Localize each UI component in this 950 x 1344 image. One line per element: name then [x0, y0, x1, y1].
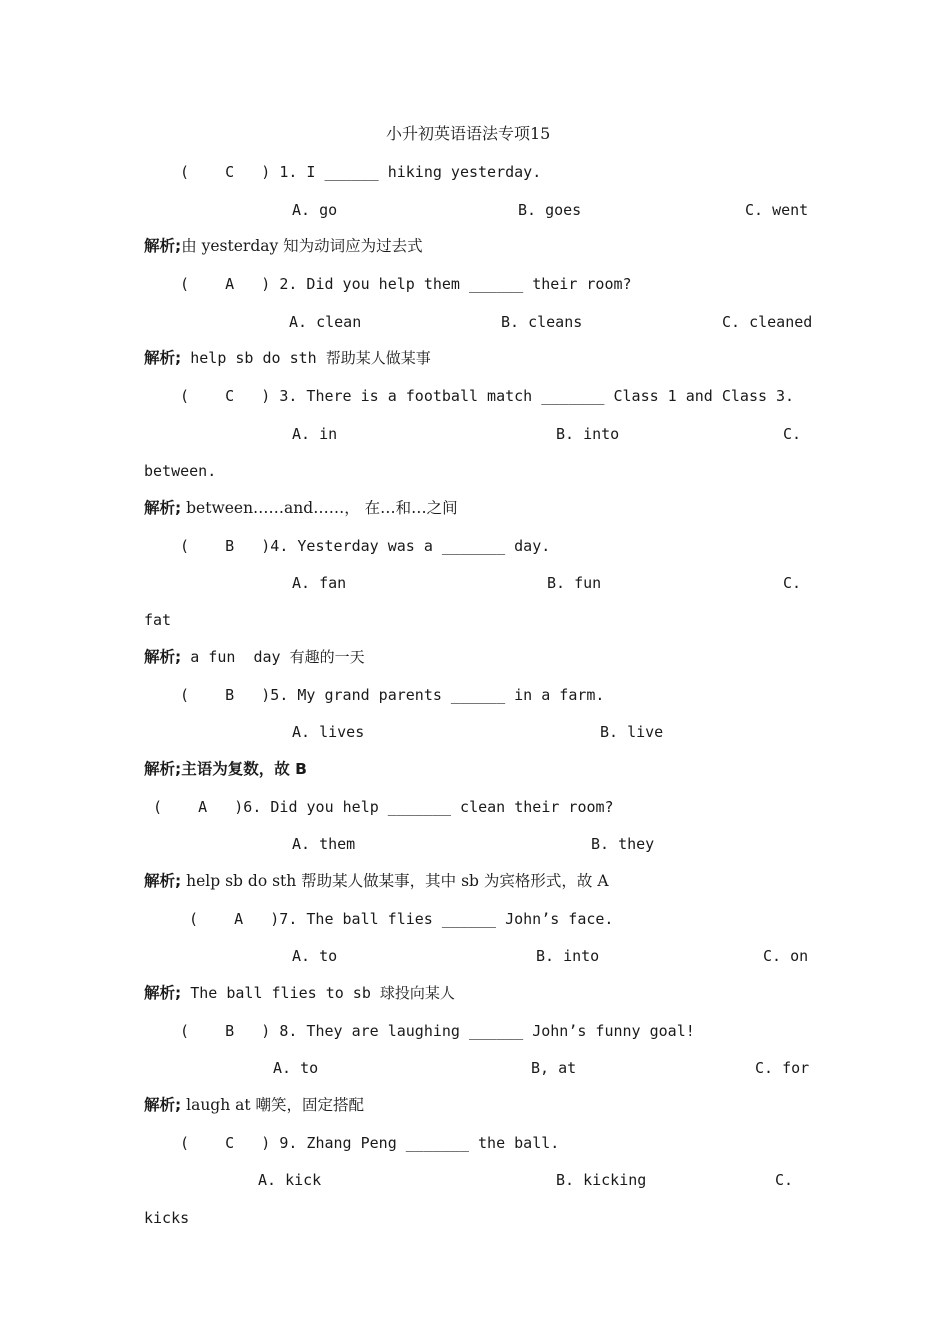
option-a: A. clean — [289, 313, 362, 331]
option-c: C. — [775, 1171, 794, 1189]
analysis-label: 解析; — [144, 648, 182, 666]
option-b: B. they — [591, 835, 655, 853]
option-b: B. live — [600, 723, 664, 741]
option-c-wrap: between. — [144, 462, 217, 480]
question-stem: ( C ) 1. I ______ hiking yesterday. — [180, 163, 542, 181]
option-b: B. goes — [518, 201, 582, 219]
analysis-label: 解析; — [144, 984, 182, 1002]
analysis-label: 解析; — [144, 237, 182, 255]
option-c: C. cleaned — [722, 313, 813, 331]
option-a: A. go — [292, 201, 338, 219]
page-title: 小升初英语语法专项15 — [386, 124, 551, 143]
analysis — [144, 236, 423, 256]
option-b: B. cleans — [501, 313, 583, 331]
analysis-text: help sb do sth 帮助某人做某事 — [181, 349, 431, 367]
analysis-text: The ball flies to sb 球投向某人 — [181, 984, 455, 1002]
question-stem: ( A )6. Did you help _______ clean their room? — [153, 798, 614, 816]
analysis — [144, 647, 365, 667]
analysis-text: 主语为复数，故 B — [181, 760, 307, 778]
option-a: A. lives — [292, 723, 365, 741]
option-c-wrap: kicks — [144, 1209, 190, 1227]
question-stem: ( A ) 2. Did you help them ______ their room? — [180, 275, 632, 293]
analysis-label: 解析; — [144, 872, 182, 890]
question-stem: ( A )7. The ball flies ______ John’s face. — [189, 910, 614, 928]
option-c-wrap: fat — [144, 611, 172, 629]
option-a: A. them — [292, 835, 356, 853]
option-b: B. into — [536, 947, 600, 965]
analysis — [144, 1095, 364, 1115]
analysis-text: laugh at 嘲笑，固定搭配 — [181, 1096, 365, 1114]
question-stem: ( C ) 3. There is a football match _______ Class 1 and Class 3. — [180, 387, 795, 405]
option-c: C. — [783, 425, 802, 443]
option-b: B. into — [556, 425, 620, 443]
option-a: A. in — [292, 425, 338, 443]
analysis-label: 解析; — [144, 1096, 182, 1114]
analysis — [144, 498, 458, 518]
analysis — [144, 348, 431, 368]
option-c: C. — [783, 574, 802, 592]
option-c: C. for — [755, 1059, 810, 1077]
option-b: B. fun — [547, 574, 602, 592]
option-b: B, at — [531, 1059, 577, 1077]
analysis-label: 解析; — [144, 499, 182, 517]
analysis — [144, 871, 609, 891]
option-c: C. went — [745, 201, 809, 219]
question-stem: ( B ) 8. They are laughing ______ John’s funny goal! — [180, 1022, 695, 1040]
option-a: A. fan — [292, 574, 347, 592]
analysis-label: 解析; — [144, 760, 182, 778]
analysis-label: 解析; — [144, 349, 182, 367]
analysis-text: a fun day 有趣的一天 — [181, 648, 365, 666]
analysis — [144, 759, 307, 779]
option-b: B. kicking — [556, 1171, 647, 1189]
option-a: A. kick — [258, 1171, 322, 1189]
question-stem: ( B )5. My grand parents ______ in a farm. — [180, 686, 605, 704]
analysis — [144, 983, 455, 1003]
analysis-text: 由 yesterday 知为动词应为过去式 — [181, 237, 423, 255]
analysis-text: help sb do sth 帮助某人做某事，其中 sb 为宾格形式，故 A — [181, 872, 609, 890]
analysis-text: between……and……， 在…和…之间 — [181, 499, 458, 517]
option-a: A. to — [273, 1059, 319, 1077]
question-stem: ( C ) 9. Zhang Peng _______ the ball. — [180, 1134, 560, 1152]
question-stem: ( B )4. Yesterday was a _______ day. — [180, 537, 551, 555]
option-c: C. on — [763, 947, 809, 965]
option-a: A. to — [292, 947, 338, 965]
